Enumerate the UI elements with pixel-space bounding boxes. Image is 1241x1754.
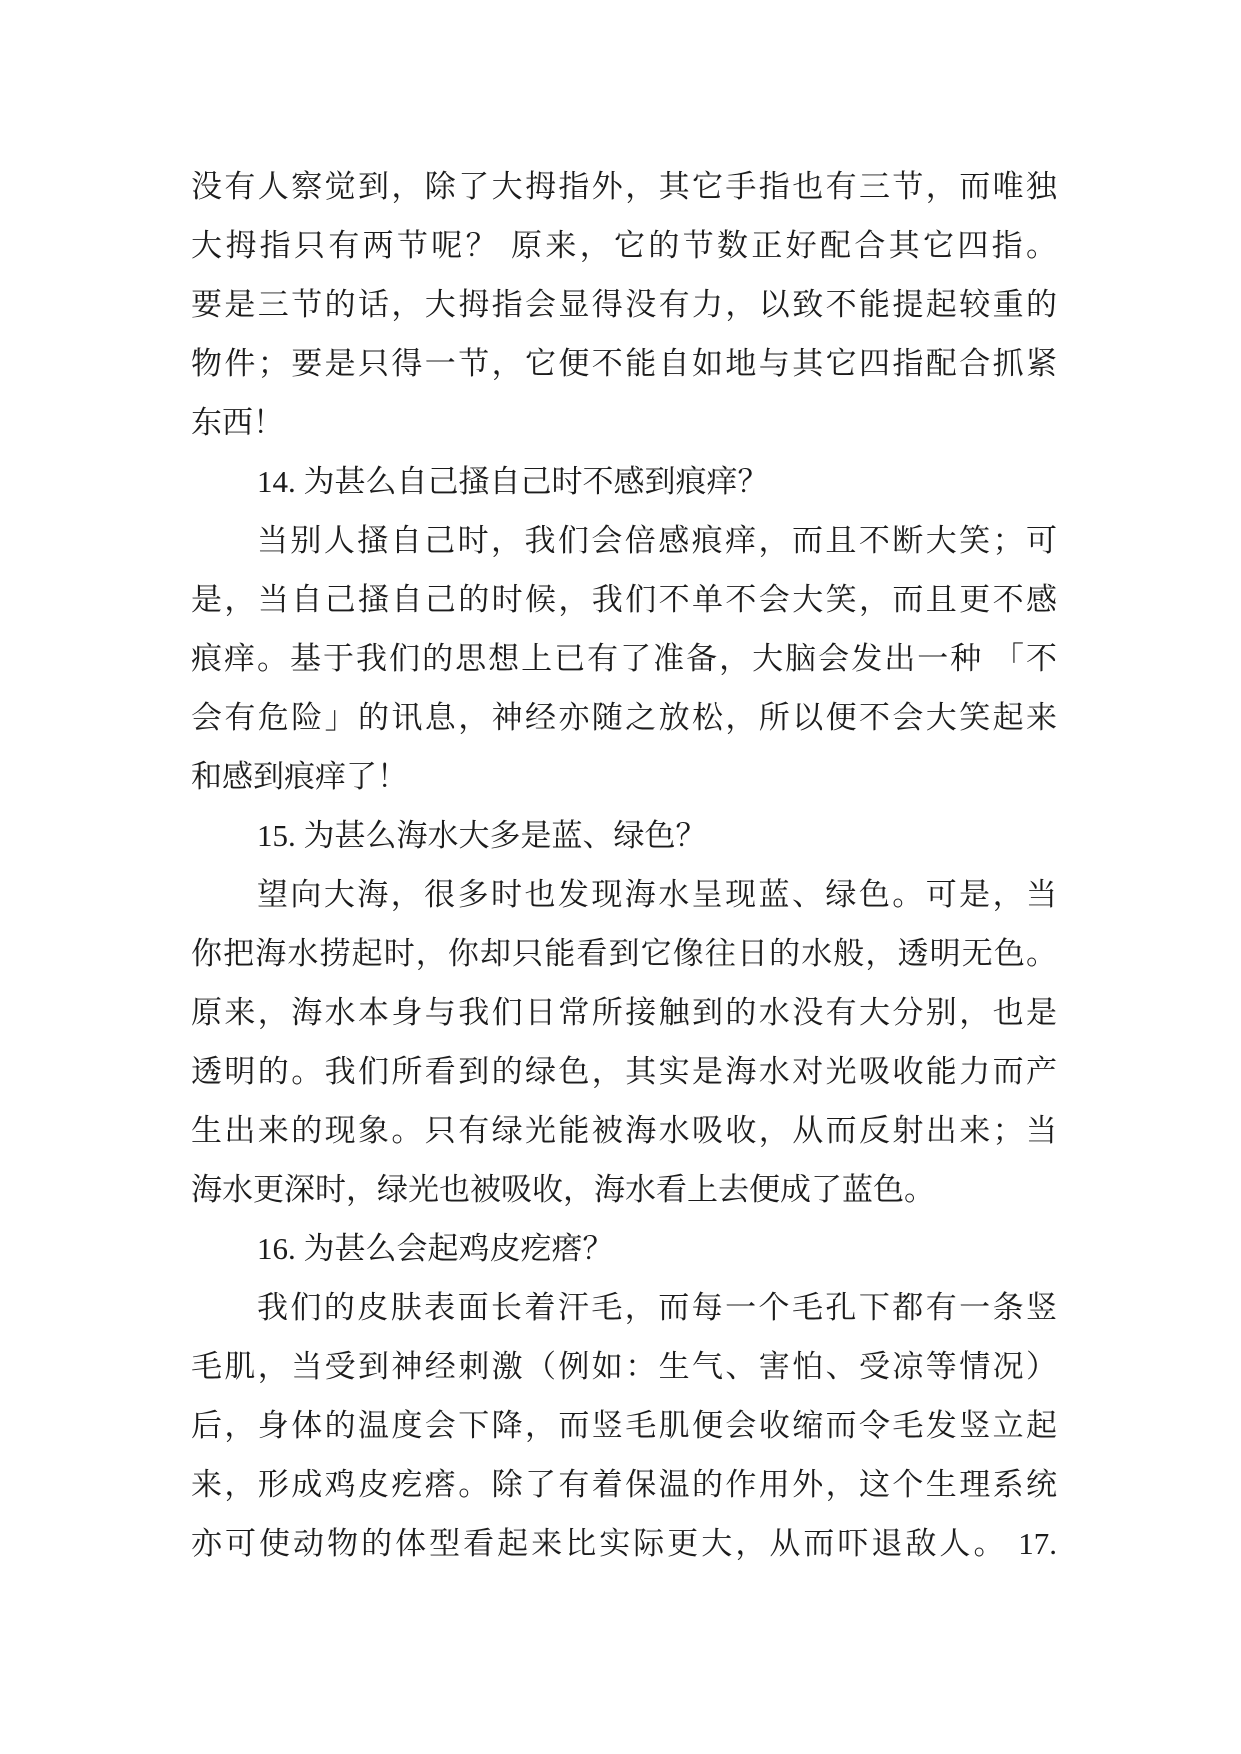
paragraph-line: 你把海水捞起时，你却只能看到它像往日的水般，透明无色。 xyxy=(191,936,1057,971)
paragraph-thumb-joints xyxy=(191,157,1057,452)
paragraph-line: 当别人搔自己时，我们会倍感痕痒，而且不断大笑；可 xyxy=(257,523,1057,558)
paragraph-line: 生出来的现象。只有绿光能被海水吸收，从而反射出来；当 xyxy=(191,1113,1057,1148)
paragraph-line: 和感到痕痒了！ xyxy=(191,759,408,794)
section-heading-16 xyxy=(191,1219,1057,1278)
section-heading: 16. 为甚么会起鸡皮疙瘩？ xyxy=(257,1231,614,1266)
paragraph-sea-color xyxy=(191,865,1057,1219)
paragraph-line: 来，形成鸡皮疙瘩。除了有着保温的作用外，这个生理系统 xyxy=(191,1467,1057,1502)
paragraph-line: 我们的皮肤表面长着汗毛，而每一个毛孔下都有一条竖 xyxy=(257,1290,1057,1325)
section-heading-14 xyxy=(191,452,1057,511)
paragraph-line: 后，身体的温度会下降，而竖毛肌便会收缩而令毛发竖立起 xyxy=(191,1408,1057,1443)
paragraph-tickling xyxy=(191,511,1057,806)
paragraph-line: 没有人察觉到，除了大拇指外，其它手指也有三节，而唯独 xyxy=(191,169,1057,204)
paragraph-line: 是，当自己搔自己的时候，我们不单不会大笑，而且更不感 xyxy=(191,582,1057,617)
section-heading: 15. 为甚么海水大多是蓝、绿色？ xyxy=(257,818,707,853)
paragraph-goosebumps xyxy=(191,1278,1057,1573)
paragraph-line: 望向大海，很多时也发现海水呈现蓝、绿色。可是，当 xyxy=(257,877,1057,912)
paragraph-line: 会有危险」的讯息，神经亦随之放松，所以便不会大笑起来 xyxy=(191,700,1057,735)
section-heading-15 xyxy=(191,806,1057,865)
paragraph-line: 东西！ xyxy=(191,405,284,440)
paragraph-line: 痕痒。基于我们的思想上已有了准备，大脑会发出一种 「不 xyxy=(191,641,1057,676)
section-heading: 14. 为甚么自己搔自己时不感到痕痒？ xyxy=(257,464,769,499)
paragraph-line: 物件；要是只得一节，它便不能自如地与其它四指配合抓紧 xyxy=(191,346,1057,381)
paragraph-line: 海水更深时，绿光也被吸收，海水看上去便成了蓝色。 xyxy=(191,1172,935,1207)
paragraph-line: 透明的。我们所看到的绿色，其实是海水对光吸收能力而产 xyxy=(191,1054,1057,1089)
paragraph-line: 亦可使动物的体型看起来比实际更大，从而吓退敌人。 17. xyxy=(191,1526,1057,1561)
document-body xyxy=(191,157,1057,1573)
paragraph-line: 毛肌，当受到神经刺激（例如：生气、害怕、受凉等情况） xyxy=(191,1349,1057,1384)
paragraph-line: 大拇指只有两节呢？ 原来，它的节数正好配合其它四指。 xyxy=(191,228,1057,263)
paragraph-line: 原来，海水本身与我们日常所接触到的水没有大分别，也是 xyxy=(191,995,1057,1030)
paragraph-line: 要是三节的话，大拇指会显得没有力，以致不能提起较重的 xyxy=(191,287,1057,322)
